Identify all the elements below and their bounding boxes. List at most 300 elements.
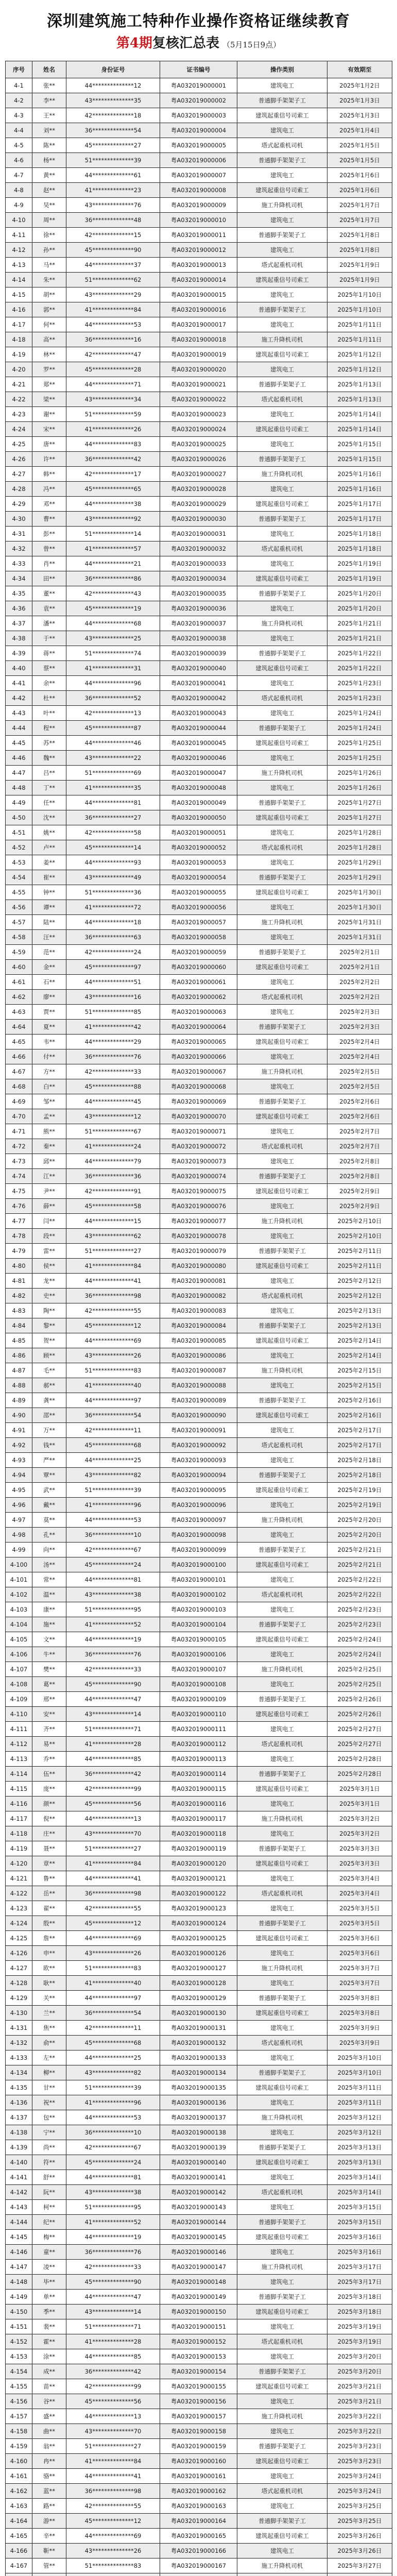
table-row [6,198,392,213]
cell-id-number: 41**************84 [66,302,160,317]
cell-operation-type: 塔式起重机司机 [237,691,327,706]
cell-certificate-number: 粤A032019000111 [160,1722,237,1737]
table-row [6,870,392,885]
cell-certificate-number: 粤A032019000017 [160,317,237,332]
cell-index: 4-21 [6,377,32,392]
table-row [6,1453,392,1468]
cell-operation-type: 建筑电工 [237,706,327,721]
cell-operation-type: 建筑电工 [237,437,327,452]
cell-index: 4-45 [6,736,32,751]
cell-name: 袁** [32,601,66,616]
cell-name: 霍** [32,2334,66,2349]
cell-operation-type: 塔式起重机司机 [237,1886,327,1901]
cell-name: 伍** [32,1767,66,1782]
cell-operation-type: 普通脚手架架子工 [237,2065,327,2080]
cell-valid-until: 2025年3月20日 [327,2349,392,2364]
cell-valid-until: 2025年2月22日 [327,1587,392,1602]
cell-index: 4-55 [6,885,32,900]
cell-valid-until: 2025年3月6日 [327,1946,392,1961]
cell-name: 赵** [32,183,66,198]
cell-name: 卢** [32,840,66,855]
cell-operation-type: 普通脚手架架子工 [237,153,327,168]
cell-operation-type: 普通脚手架架子工 [237,452,327,467]
table-row [6,2095,392,2110]
cell-certificate-number: 粤A032019000105 [160,1632,237,1647]
cell-name: 靳** [32,2544,66,2558]
cell-index: 4-58 [6,930,32,945]
table-row [6,1886,392,1901]
cell-valid-until: 2025年3月20日 [327,2364,392,2379]
cell-index [6,2573,32,2576]
cell-operation-type: 建筑起重信号司索工 [237,2006,327,2021]
cell-operation-type: 普通脚手架架子工 [237,1916,327,1931]
cell-operation-type: 建筑电工 [237,1797,327,1811]
table-row [6,452,392,467]
cell-index: 4-134 [6,2065,32,2080]
cell-index: 4-104 [6,1617,32,1632]
cell-certificate-number: 粤A032019000019 [160,347,237,362]
cell-valid-until: 2025年2月14日 [327,1333,392,1348]
cell-valid-until: 2025年1月19日 [327,556,392,571]
table-row [6,1109,392,1124]
cell-operation-type: 建筑起重信号司索工 [237,2080,327,2095]
table-row [6,2394,392,2409]
cell-id-number: 36**************36 [66,1169,160,1184]
table-row [6,1931,392,1946]
cell-valid-until: 2025年3月24日 [327,2469,392,2484]
cell-certificate-number: 粤A032019000089 [160,1393,237,1408]
cell-index: 4-148 [6,2275,32,2290]
cell-name: 俞** [32,2036,66,2050]
cell-operation-type: 建筑电工 [237,2275,327,2290]
cell-certificate-number: 粤A032019000120 [160,1856,237,1871]
cell-valid-until: 2025年3月27日 [327,2558,392,2573]
cell-name: 殷** [32,1916,66,1931]
cell-certificate-number: 粤A032019000144 [160,2215,237,2230]
cell-valid-until: 2025年3月3日 [327,1856,392,1871]
cell-id-number: 43**************82 [66,2065,160,2080]
cell-name: 苏** [32,736,66,751]
cell-valid-until: 2025年1月16日 [327,467,392,482]
cell-valid-until: 2025年3月8日 [327,1991,392,2006]
cell-name: 孟** [32,1109,66,1124]
cell-operation-type: 建筑电工 [237,1602,327,1617]
cell-operation-type: 建筑电工 [237,2349,327,2364]
cell-valid-until: 2025年1月25日 [327,736,392,751]
cell-index: 4-75 [6,1184,32,1199]
table-row [6,1468,392,1483]
cell-operation-type: 普通脚手架架子工 [237,1094,327,1109]
cell-id-number: 45**************87 [66,721,160,736]
cell-certificate-number: 粤A032019000121 [160,1871,237,1886]
cell-index: 4-102 [6,1587,32,1602]
cell-valid-until: 2025年2月4日 [327,1035,392,1049]
cell-valid-until: 2025年3月13日 [327,2155,392,2170]
cell-id-number: 43**************82 [66,1468,160,1483]
cell-operation-type: 普通脚手架架子工 [237,945,327,960]
cell-name: 石** [32,975,66,990]
cell-name: 庞** [32,1782,66,1797]
table-row [6,153,392,168]
cell-valid-until: 2025年1月18日 [327,527,392,541]
cell-valid-until [327,2573,392,2576]
cell-operation-type: 塔式起重机司机 [237,1438,327,1453]
cell-certificate-number: 粤A032019000104 [160,1617,237,1632]
cell-id-number: 43**************25 [66,631,160,646]
cell-certificate-number: 粤A032019000070 [160,1109,237,1124]
table-row [6,2140,392,2155]
cell-id-number: 42**************43 [66,586,160,601]
cell-valid-until: 2025年1月29日 [327,870,392,885]
cell-certificate-number: 粤A032019000141 [160,2170,237,2185]
cell-certificate-number: 粤A032019000154 [160,2364,237,2379]
cell-index: 4-145 [6,2230,32,2245]
cell-operation-type: 建筑起重信号司索工 [237,2304,327,2319]
table-row [6,556,392,571]
cell-id-number: 43**************38 [66,2185,160,2200]
cell-index: 4-157 [6,2409,32,2424]
cell-id-number: 51**************39 [66,1483,160,1498]
table-row [6,751,392,766]
table-row [6,2036,392,2050]
cell-id-number: 51**************83 [66,1961,160,1976]
cell-index: 4-87 [6,1363,32,1378]
cell-valid-until: 2025年3月17日 [327,2260,392,2275]
cell-name: 安** [32,1707,66,1722]
cell-operation-type: 建筑电工 [237,1079,327,1094]
cell-id-number: 51**************69 [66,766,160,781]
cell-valid-until: 2025年2月5日 [327,1079,392,1094]
cell-certificate-number: 粤A032019000023 [160,407,237,422]
cell-id-number: 41**************84 [66,2454,160,2469]
cell-certificate-number: 粤A032019000061 [160,975,237,990]
cell-id-number: 36**************86 [66,571,160,586]
table-row [6,2544,392,2558]
cell-valid-until: 2025年1月24日 [327,721,392,736]
cell-operation-type: 塔式起重机司机 [237,1587,327,1602]
table-row [6,1991,392,2006]
table-row [6,2275,392,2290]
cell-certificate-number: 粤A032019000077 [160,1214,237,1229]
table-row [6,1318,392,1333]
cell-index: 4-114 [6,1767,32,1782]
cell-certificate-number: 粤A032019000042 [160,691,237,706]
cell-name: 耿** [32,1976,66,1991]
cell-index: 4-14 [6,273,32,287]
cell-certificate-number: 粤A032019000098 [160,1528,237,1543]
cell-operation-type: 建筑电工 [237,2245,327,2260]
cell-certificate-number [160,2573,237,2576]
cell-operation-type: 建筑电工 [237,1453,327,1468]
cell-index: 4-124 [6,1916,32,1931]
cell-certificate-number: 粤A032019000092 [160,1438,237,1453]
table-row [6,975,392,990]
cell-operation-type: 建筑电工 [237,1124,327,1139]
cell-id-number: 45**************65 [66,482,160,497]
cell-id-number: 45**************12 [66,1318,160,1333]
cell-id-number: 43**************35 [66,93,160,108]
cell-index: 4-113 [6,1752,32,1767]
cell-certificate-number: 粤A032019000150 [160,2304,237,2319]
cell-index: 4-17 [6,317,32,332]
cell-certificate-number: 粤A032019000147 [160,2260,237,2275]
cell-valid-until: 2025年1月16日 [327,482,392,497]
cell-name: 姜** [32,855,66,870]
cell-certificate-number: 粤A032019000035 [160,586,237,601]
cell-valid-until: 2025年1月8日 [327,228,392,243]
cell-index: 4-23 [6,407,32,422]
cell-certificate-number: 粤A032019000033 [160,556,237,571]
cell-certificate-number: 粤A032019000137 [160,2110,237,2125]
cell-certificate-number: 粤A032019000127 [160,1961,237,1976]
cell-valid-until: 2025年2月8日 [327,1154,392,1169]
cell-valid-until: 2025年2月26日 [327,1707,392,1722]
cell-valid-until: 2025年1月11日 [327,317,392,332]
cell-operation-type: 建筑电工 [237,676,327,691]
cell-name: 姚** [32,825,66,840]
cell-id-number: 36**************76 [66,1647,160,1662]
cell-operation-type: 建筑电工 [237,1378,327,1393]
cell-name: 庄** [32,1826,66,1841]
cell-name: 余** [32,676,66,691]
cell-operation-type: 建筑起重信号司索工 [237,2454,327,2469]
table-row [6,1393,392,1408]
cell-id-number: 51**************36 [66,885,160,900]
cell-index: 4-22 [6,392,32,407]
cell-id-number: 41**************28 [66,1737,160,1752]
column-header-certificate-number: 证书编号 [160,61,237,78]
cell-operation-type: 塔式起重机司机 [237,138,327,153]
cell-certificate-number: 粤A032019000016 [160,302,237,317]
cell-name: 邢** [32,1692,66,1707]
table-row [6,840,392,855]
cell-operation-type: 建筑电工 [237,243,327,258]
cell-id-number: 44**************25 [66,1453,160,1468]
cell-certificate-number: 粤A032019000088 [160,1378,237,1393]
cell-valid-until: 2025年3月24日 [327,2484,392,2499]
cell-id-number: 42**************13 [66,706,160,721]
cell-valid-until: 2025年3月22日 [327,2409,392,2424]
cell-operation-type: 建筑电工 [237,1348,327,1363]
cell-valid-until: 2025年2月8日 [327,1169,392,1184]
table-row [6,332,392,347]
cell-id-number: 43**************26 [66,2544,160,2558]
cell-name: 孙** [32,243,66,258]
cell-operation-type: 普通脚手架架子工 [237,377,327,392]
table-row [6,1557,392,1572]
cell-valid-until: 2025年1月5日 [327,138,392,153]
cell-id-number: 51**************74 [66,646,160,661]
cell-certificate-number: 粤A032019000060 [160,960,237,975]
cell-id-number: 44**************81 [66,795,160,810]
table-row [6,1214,392,1229]
cell-valid-until: 2025年1月10日 [327,302,392,317]
cell-id-number: 41**************72 [66,900,160,915]
cell-certificate-number: 粤A032019000049 [160,795,237,810]
cell-operation-type: 塔式起重机司机 [237,2185,327,2200]
cell-index: 4-70 [6,1109,32,1124]
cell-index: 4-163 [6,2499,32,2514]
cell-operation-type: 建筑起重信号司索工 [237,1035,327,1049]
cell-valid-until: 2025年2月6日 [327,1109,392,1124]
table-row [6,1662,392,1677]
cell-id-number: 51**************27 [66,1244,160,1259]
cell-operation-type: 建筑电工 [237,1647,327,1662]
cell-certificate-number: 粤A032019000109 [160,1692,237,1707]
cell-certificate-number: 粤A032019000131 [160,2021,237,2036]
table-row [6,1871,392,1886]
cell-certificate-number: 粤A032019000015 [160,287,237,302]
cell-valid-until: 2025年2月23日 [327,1617,392,1632]
table-row [6,1513,392,1528]
table-row [6,1363,392,1378]
cell-index: 4-94 [6,1468,32,1483]
cell-index: 4-10 [6,213,32,228]
cell-valid-until: 2025年1月28日 [327,840,392,855]
cell-certificate-number: 粤A032019000046 [160,751,237,766]
cell-operation-type [237,2573,327,2576]
table-row [6,2080,392,2095]
cell-index: 4-112 [6,1737,32,1752]
cell-id-number: 43**************92 [66,512,160,527]
cell-operation-type: 普通脚手架架子工 [237,1318,327,1333]
cell-valid-until: 2025年3月14日 [327,2185,392,2200]
cell-name: 黎** [32,1318,66,1333]
cell-operation-type: 建筑电工 [237,1528,327,1543]
cell-name: 章** [32,1856,66,1871]
cell-valid-until: 2025年3月18日 [327,2304,392,2319]
cell-valid-until: 2025年3月16日 [327,2245,392,2260]
cell-certificate-number: 粤A032019000160 [160,2454,237,2469]
cell-name: 焦** [32,2021,66,2036]
cell-operation-type: 建筑电工 [237,2424,327,2439]
cell-operation-type: 普通脚手架架子工 [237,302,327,317]
cell-valid-until: 2025年2月27日 [327,1737,392,1752]
cell-name: 戴** [32,1498,66,1513]
cell-index: 4-149 [6,2290,32,2304]
cell-certificate-number: 粤A032019000036 [160,601,237,616]
cell-id-number: 45**************90 [66,2275,160,2290]
table-row [6,825,392,840]
cell-id-number: 44**************53 [66,317,160,332]
table-row [6,1139,392,1154]
cell-valid-until: 2025年2月27日 [327,1722,392,1737]
cell-name: 徐** [32,228,66,243]
cell-certificate-number: 粤A032019000048 [160,781,237,795]
cell-index: 4-139 [6,2140,32,2155]
cell-index: 4-123 [6,1901,32,1916]
cell-valid-until: 2025年1月6日 [327,168,392,183]
cell-operation-type: 施工升降机司机 [237,467,327,482]
cell-valid-until: 2025年2月11日 [327,1259,392,1274]
cell-name: 乔** [32,1752,66,1767]
cell-index: 4-56 [6,900,32,915]
cell-valid-until: 2025年1月20日 [327,586,392,601]
table-row [6,2155,392,2170]
cell-certificate-number: 粤A032019000037 [160,616,237,631]
cell-valid-until: 2025年2月3日 [327,1005,392,1020]
cell-name: 苗** [32,2379,66,2394]
cell-certificate-number: 粤A032019000138 [160,2125,237,2140]
table-row [6,1797,392,1811]
cell-operation-type: 建筑电工 [237,2499,327,2514]
cell-id-number: 41**************52 [66,1617,160,1632]
cell-certificate-number: 粤A032019000119 [160,1841,237,1856]
cell-operation-type: 建筑电工 [237,123,327,138]
cell-certificate-number: 粤A032019000005 [160,138,237,153]
cell-name: 熊** [32,1124,66,1139]
cell-id-number: 42**************55 [66,1901,160,1916]
cell-operation-type: 建筑起重信号司索工 [237,661,327,676]
cell-index: 4-116 [6,1797,32,1811]
cell-id-number: 45**************28 [66,362,160,377]
cell-name: 骆** [32,2469,66,2484]
cell-valid-until: 2025年1月31日 [327,915,392,930]
cell-index: 4-90 [6,1408,32,1423]
table-row [6,497,392,512]
cell-name: 夏** [32,1020,66,1035]
cell-operation-type: 建筑电工 [237,855,327,870]
table-row [6,437,392,452]
cell-operation-type: 普通脚手架架子工 [237,1692,327,1707]
cell-valid-until: 2025年1月22日 [327,661,392,676]
cell-id-number: 44**************51 [66,975,160,990]
table-row [6,1333,392,1348]
cell-certificate-number: 粤A032019000152 [160,2334,237,2349]
cell-name: 王** [32,108,66,123]
cell-id-number: 41**************96 [66,1498,160,1513]
cell-index: 4-91 [6,1423,32,1438]
cell-id-number: 43**************29 [66,287,160,302]
cell-valid-until: 2025年1月26日 [327,766,392,781]
cell-index: 4-29 [6,497,32,512]
cell-certificate-number: 粤A032019000166 [160,2544,237,2558]
table-row [6,287,392,302]
cell-name: 梅** [32,2230,66,2245]
cell-name: 牛** [32,1647,66,1662]
cell-operation-type: 建筑电工 [237,2469,327,2484]
cell-operation-type: 施工升降机司机 [237,1513,327,1528]
table-row [6,885,392,900]
cell-operation-type: 建筑电工 [237,1498,327,1513]
cell-index: 4-136 [6,2095,32,2110]
cell-index: 4-44 [6,721,32,736]
table-row [6,586,392,601]
cell-index: 4-152 [6,2334,32,2349]
cell-index: 4-164 [6,2514,32,2529]
cell-valid-until: 2025年1月8日 [327,243,392,258]
cell-index: 4-156 [6,2394,32,2409]
cell-operation-type: 建筑电工 [237,601,327,616]
cell-index: 4-43 [6,706,32,721]
cell-index: 4-32 [6,541,32,556]
cell-index: 4-128 [6,1976,32,1991]
cell-valid-until: 2025年1月28日 [327,825,392,840]
cell-index: 4-88 [6,1378,32,1393]
cell-operation-type: 建筑电工 [237,1049,327,1064]
cell-name: 凌** [32,2260,66,2275]
cell-index: 4-52 [6,840,32,855]
cell-name: 葛** [32,1677,66,1692]
cell-operation-type: 塔式起重机司机 [237,541,327,556]
cell-certificate-number: 粤A032019000003 [160,108,237,123]
table-row [6,1617,392,1632]
cell-name: 陆** [32,915,66,930]
table-row [6,2185,392,2200]
table-row [6,78,392,93]
cell-name: 邱** [32,1154,66,1169]
cell-operation-type: 普通脚手架架子工 [237,1543,327,1557]
